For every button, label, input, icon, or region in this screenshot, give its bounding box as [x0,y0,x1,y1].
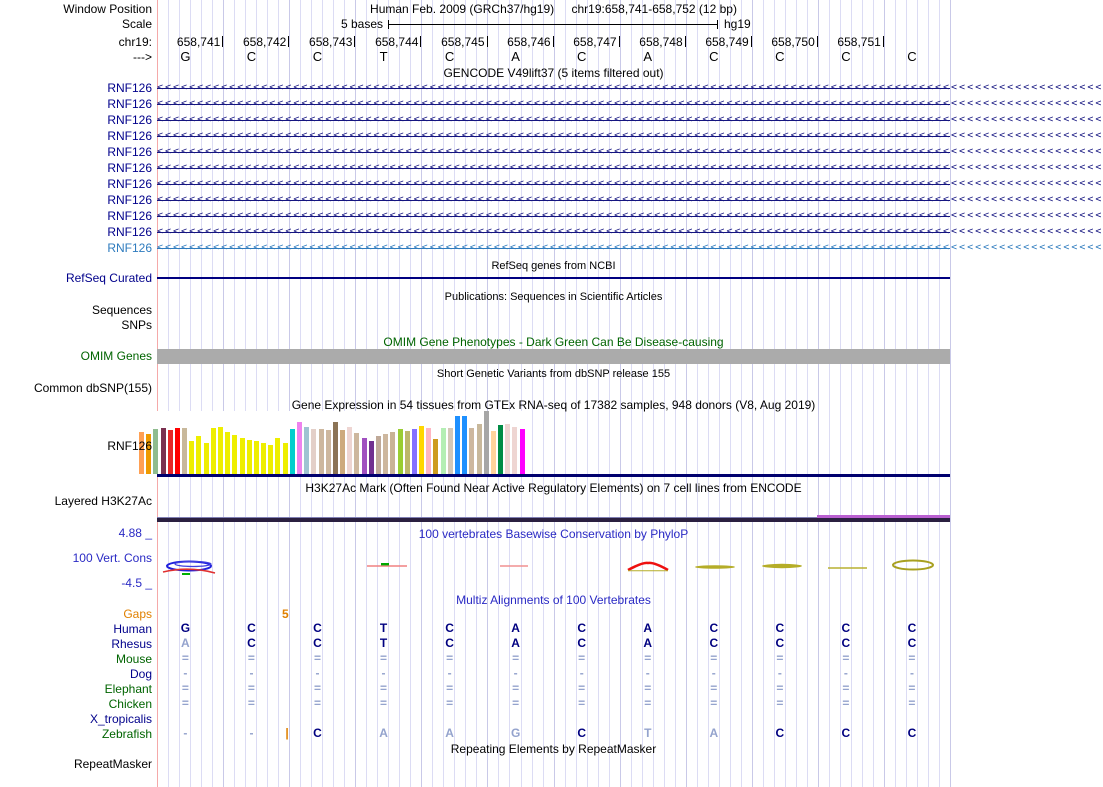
align-cell: = [313,696,321,710]
gtex-tissue-bar[interactable] [469,428,474,474]
cons-olive-oval [893,561,933,570]
align-cell: - [381,666,386,680]
ruler-position-number: 658,749 [705,35,749,49]
row-label-refseq-curated[interactable]: RefSeq Curated [65,271,152,285]
reference-base: C [312,49,323,64]
reference-base: T [379,49,388,64]
align-cell: A [379,726,388,740]
row-label-rnf126[interactable]: RNF126 [107,81,152,95]
gencode-transcript[interactable] [157,82,1103,94]
gtex-tissue-bar[interactable] [369,441,374,474]
ruler-tick [222,36,223,47]
row-label-rnf126[interactable]: RNF126 [107,241,152,255]
scale-ruler-right-tick [717,20,718,29]
align-cell: A [643,636,653,650]
ruler-tick [553,36,554,47]
gtex-tissue-bar[interactable] [218,427,223,474]
align-cell: = [578,696,586,710]
align-cell: C [313,621,322,635]
align-cell: = [578,681,586,695]
ruler-position-number: 658,748 [639,35,683,49]
scale-ruler-left-tick [388,20,389,29]
align-cell: T [379,636,388,650]
gtex-tissue-bar[interactable] [283,443,288,474]
reference-base: G [180,49,191,64]
ruler-position-number: 658,746 [507,35,551,49]
align-cell: = [644,696,652,710]
reference-base: A [643,49,653,64]
row-label-gtex-gene[interactable]: RNF126 [107,439,152,453]
cons-olive-lens-2 [762,564,802,568]
reference-base: C [907,49,917,64]
gtex-tissue-bar[interactable] [383,434,388,474]
align-cell: - [249,726,254,740]
align-cell: - [513,666,518,680]
h3k27ac-signal-band[interactable] [157,518,950,522]
assembly-title: Human Feb. 2009 (GRCh37/hg19) [370,2,555,16]
conservation-axis-min: -4.5 _ [121,576,152,590]
multiz-track-title[interactable]: Multiz Alignments of 100 Vertebrates [456,593,651,607]
gtex-tissue-bar[interactable] [441,428,446,474]
align-cell: - [909,666,914,680]
align-cell: = [446,696,454,710]
align-cell: = [842,681,850,695]
gencode-transcript[interactable] [157,162,1103,174]
row-label-sequences[interactable]: Sequences [91,303,152,317]
cons-red-arch [628,563,668,570]
align-cell: C [775,726,785,740]
row-label-rnf126[interactable]: RNF126 [107,177,152,191]
gtex-tissue-bar[interactable] [477,424,482,474]
align-cell: - [777,666,782,680]
ruler-tick [817,36,818,47]
gencode-transcript[interactable] [157,130,1103,142]
align-cell: C [775,636,785,650]
ruler-tick [420,36,421,47]
transcript-direction-chevrons: <<<<<<<<<<<<<<<<<<<<<<<<<<<<<<<<<<<<<<<<<<<<<<<<<<<<<<<<<<<<<<<<<<<<<<<<<<<<<<<<<<<<<<<<<<<<<<<<<<<<<<<<<<<<<<<<<<<<<< [157,162,1103,173]
gtex-tissue-bar[interactable] [175,428,180,474]
gtex-tissue-bar[interactable] [268,445,273,474]
align-cell: C [247,636,256,650]
transcript-direction-chevrons: <<<<<<<<<<<<<<<<<<<<<<<<<<<<<<<<<<<<<<<<<<<<<<<<<<<<<<<<<<<<<<<<<<<<<<<<<<<<<<<<<<<<<<<<<<<<<<<<<<<<<<<<<<<<<<<<<<<<<< [157,82,1103,93]
scale-label: Scale [121,17,152,31]
row-label-rnf126[interactable]: RNF126 [107,113,152,127]
transcript-direction-chevrons: <<<<<<<<<<<<<<<<<<<<<<<<<<<<<<<<<<<<<<<<<<<<<<<<<<<<<<<<<<<<<<<<<<<<<<<<<<<<<<<<<<<<<<<<<<<<<<<<<<<<<<<<<<<<<<<<<<<<<< [157,146,1103,157]
align-cell: = [908,651,916,665]
gtex-tissue-bar[interactable] [232,435,237,474]
align-cell: = [247,681,255,695]
refseq-track-title[interactable]: RefSeq genes from NCBI [491,260,616,272]
ruler-position-number: 658,743 [309,35,353,49]
dbsnp-track-title[interactable]: Short Genetic Variants from dbSNP release 155 [436,368,671,380]
ruler-position-number: 658,744 [375,35,419,49]
gtex-tissue-bar[interactable] [290,429,295,474]
cons-green-dash-2 [381,563,389,565]
align-cell: A [643,621,653,635]
align-cell: C [709,636,719,650]
align-cell: T [644,726,652,740]
gencode-transcript[interactable] [157,114,1103,126]
align-cell: A [181,636,190,650]
gtex-tissue-bar[interactable] [189,441,194,474]
align-cell: = [512,696,520,710]
gtex-tissue-bar[interactable] [455,416,460,474]
row-label-zebrafish[interactable]: Zebrafish [101,727,152,741]
scale-value: 5 bases [340,17,383,31]
align-cell: C [709,621,719,635]
gtex-tissue-bar[interactable] [390,432,395,474]
ruler-tick [751,36,752,47]
align-cell: - [579,666,584,680]
position-title: chr19:658,741-658,752 (12 bp) [571,2,737,16]
transcript-direction-chevrons: <<<<<<<<<<<<<<<<<<<<<<<<<<<<<<<<<<<<<<<<<<<<<<<<<<<<<<<<<<<<<<<<<<<<<<<<<<<<<<<<<<<<<<<<<<<<<<<<<<<<<<<<<<<<<<<<<<<<<< [157,130,1103,141]
align-cell: - [315,666,320,680]
ruler-tick [354,36,355,47]
row-label-layered-h3k27ac[interactable]: Layered H3K27Ac [54,494,152,508]
row-label-rhesus[interactable]: Rhesus [111,637,152,651]
transcript-direction-chevrons: <<<<<<<<<<<<<<<<<<<<<<<<<<<<<<<<<<<<<<<<<<<<<<<<<<<<<<<<<<<<<<<<<<<<<<<<<<<<<<<<<<<<<<<<<<<<<<<<<<<<<<<<<<<<<<<<<<<<<< [157,194,1103,205]
row-label-omim-genes[interactable]: OMIM Genes [80,349,152,363]
cons-olive-lens-1 [695,565,735,569]
align-insert-marker: | [285,726,289,740]
gtex-tissue-bar[interactable] [498,425,503,474]
gtex-tissue-bar[interactable] [211,428,216,474]
align-cell: A [445,726,454,740]
strand-label: ---> [133,50,152,64]
reference-base: C [246,49,257,64]
gtex-tissue-bar[interactable] [484,411,489,474]
reference-base: C [775,49,785,64]
gtex-tissue-bar[interactable] [326,430,331,474]
gtex-tissue-bar[interactable] [405,431,410,474]
align-cell: A [511,621,520,635]
gtex-tissue-bar[interactable] [520,429,525,474]
transcript-direction-chevrons: <<<<<<<<<<<<<<<<<<<<<<<<<<<<<<<<<<<<<<<<<<<<<<<<<<<<<<<<<<<<<<<<<<<<<<<<<<<<<<<<<<<<<<<<<<<<<<<<<<<<<<<<<<<<<<<<<<<<<< [157,114,1103,125]
gtex-tissue-bar[interactable] [433,439,438,474]
ruler-tick [487,36,488,47]
reference-base: C [709,49,719,64]
gencode-transcript[interactable] [157,98,1103,110]
ruler-tick [883,36,884,47]
row-label-gaps[interactable]: Gaps [123,607,152,621]
ruler-tick [685,36,686,47]
align-cell: = [776,651,784,665]
window-position-label: Window Position [63,2,152,16]
align-cell: C [907,621,917,635]
gtex-tissue-bar[interactable] [412,429,417,474]
align-cell: C [841,636,851,650]
gencode-transcript[interactable] [157,146,1103,158]
align-cell: = [710,696,718,710]
align-cell: C [313,726,322,740]
gtex-tissue-bar[interactable] [247,440,252,474]
row-label-rnf126[interactable]: RNF126 [107,225,152,239]
gtex-tissue-bar[interactable] [419,426,424,474]
chrom-label: chr19: [118,35,152,49]
align-cell: = [776,681,784,695]
ruler-position-number: 658,742 [242,35,287,49]
ruler-position-number: 658,745 [441,35,485,49]
align-cell: C [577,621,587,635]
align-cell: = [512,651,520,665]
transcript-direction-chevrons: <<<<<<<<<<<<<<<<<<<<<<<<<<<<<<<<<<<<<<<<<<<<<<<<<<<<<<<<<<<<<<<<<<<<<<<<<<<<<<<<<<<<<<<<<<<<<<<<<<<<<<<<<<<<<<<<<<<<<< [157,178,1103,189]
row-label-elephant[interactable]: Elephant [104,682,152,696]
align-cell: C [841,621,851,635]
align-cell: A [709,726,719,740]
gtex-tissue-bar[interactable] [333,422,338,474]
align-cell: = [578,651,586,665]
row-label-x_tropicalis[interactable]: X_tropicalis [89,712,152,726]
align-cell: C [907,636,917,650]
gtex-tissue-bar[interactable] [512,427,517,474]
row-label-human[interactable]: Human [113,622,152,636]
conservation-axis-max: 4.88 _ [118,526,152,540]
ruler-position-number: 658,751 [837,35,881,49]
align-cell: C [247,621,256,635]
align-cell: C [775,621,785,635]
gtex-tissue-bar[interactable] [204,443,209,474]
align-cell: = [908,696,916,710]
align-cell: = [181,681,189,695]
row-label-common-dbsnp[interactable]: Common dbSNP(155) [33,381,152,395]
gencode-track-title[interactable]: GENCODE V49lift37 (5 items filtered out) [443,66,664,80]
ruler-tick [619,36,620,47]
repeatmasker-track-title[interactable]: Repeating Elements by RepeatMasker [450,742,657,756]
conservation-track-title[interactable]: 100 vertebrates Basewise Conservation by PhyloP [418,527,689,541]
h3k27ac-track-title[interactable]: H3K27Ac Mark (Often Found Near Active Regulatory Elements) on 7 cell lines from ENCODE [305,481,802,495]
align-cell: - [249,666,254,680]
gtex-tissue-bar[interactable] [261,443,266,474]
gtex-tissue-bar[interactable] [254,441,259,474]
row-label-rnf126[interactable]: RNF126 [107,129,152,143]
align-cell: = [380,681,388,695]
reference-base: C [444,49,455,64]
align-cell: C [445,636,454,650]
align-cell: = [446,651,454,665]
align-cell: = [313,681,321,695]
row-label-rnf126[interactable]: RNF126 [107,97,152,111]
gtex-tissue-bar[interactable] [398,429,403,474]
gencode-transcript[interactable] [157,226,1103,238]
align-cell: A [511,636,520,650]
gencode-transcript[interactable] [157,242,1103,254]
align-cell: - [645,666,650,680]
align-cell: G [180,621,191,635]
align-cell: - [183,666,188,680]
align-cell: = [512,681,520,695]
omim-track-title[interactable]: OMIM Gene Phenotypes - Dark Green Can Be Disease-causing [383,335,724,349]
row-label-rnf126[interactable]: RNF126 [107,161,152,175]
align-cell: = [776,696,784,710]
gtex-track-title[interactable]: Gene Expression in 54 tissues from GTEx RNA-seq of 17382 samples, 948 donors (V8, Aug 2019) [291,398,816,412]
align-cell: - [711,666,716,680]
gtex-tissue-bar[interactable] [347,427,352,474]
transcript-direction-chevrons: <<<<<<<<<<<<<<<<<<<<<<<<<<<<<<<<<<<<<<<<<<<<<<<<<<<<<<<<<<<<<<<<<<<<<<<<<<<<<<<<<<<<<<<<<<<<<<<<<<<<<<<<<<<<<<<<<<<<<< [157,210,1103,221]
align-cell: = [842,651,850,665]
gtex-tissue-bar[interactable] [182,428,187,474]
align-cell: = [181,696,189,710]
align-cell: - [843,666,848,680]
ruler-position-number: 658,747 [573,35,617,49]
align-cell: C [313,636,322,650]
gtex-tissue-bar[interactable] [275,438,280,474]
gtex-tissue-bar[interactable] [354,433,359,474]
align-cell: T [379,621,388,635]
reference-base: C [576,49,587,64]
h3k27ac-signal-peak [817,515,950,518]
ruler-position-number: 658,750 [771,35,815,49]
gtex-tissue-bar[interactable] [168,430,173,474]
gtex-tissue-bar[interactable] [362,438,367,474]
gaps-count: 5 [282,607,289,621]
gtex-baseline [157,474,950,477]
align-cell: C [445,621,454,635]
align-cell: C [577,636,587,650]
gtex-tissue-bar[interactable] [426,428,431,474]
align-cell: = [710,651,718,665]
conservation-wiggle[interactable] [157,553,950,588]
gtex-tissue-bar[interactable] [240,438,245,474]
gtex-tissue-bar[interactable] [319,429,324,474]
align-cell: = [247,651,255,665]
gencode-transcript[interactable] [157,178,1103,190]
align-cell: = [181,651,189,665]
align-cell: = [313,651,321,665]
row-label-rnf126[interactable]: RNF126 [107,145,152,159]
gtex-tissue-bar[interactable] [225,432,230,474]
align-cell: = [644,681,652,695]
align-cell: - [183,726,188,740]
window-position-title [157,1,950,17]
gtex-tissue-bar[interactable] [376,436,381,474]
cons-green-dash-1 [182,573,190,575]
row-label-100-vert-cons[interactable]: 100 Vert. Cons [72,551,152,565]
gencode-transcript[interactable] [157,210,1103,222]
align-cell: - [447,666,452,680]
align-cell: = [842,696,850,710]
ruler-tick [288,36,289,47]
align-cell: C [577,726,587,740]
scale-ruler [388,24,717,25]
align-cell: G [510,726,521,740]
gtex-tissue-bar[interactable] [505,424,510,474]
gtex-tissue-bar[interactable] [304,427,309,474]
row-label-rnf126[interactable]: RNF126 [107,209,152,223]
omim-gene-bar[interactable] [157,349,950,364]
gtex-tissue-bar[interactable] [196,436,201,474]
publications-track-title[interactable]: Publications: Sequences in Scientific Articles [444,291,663,303]
row-label-mouse[interactable]: Mouse [115,652,152,666]
align-cell: = [247,696,255,710]
ruler-position-number: 658,741 [176,35,221,49]
gtex-tissue-bar[interactable] [161,428,166,474]
row-label-rnf126[interactable]: RNF126 [107,193,152,207]
row-label-chicken[interactable]: Chicken [108,697,152,711]
gtex-tissue-bar[interactable] [153,429,158,474]
align-cell: = [380,696,388,710]
align-cell: C [907,726,917,740]
transcript-direction-chevrons: <<<<<<<<<<<<<<<<<<<<<<<<<<<<<<<<<<<<<<<<<<<<<<<<<<<<<<<<<<<<<<<<<<<<<<<<<<<<<<<<<<<<<<<<<<<<<<<<<<<<<<<<<<<<<<<<<<<<<< [157,242,1103,253]
gtex-tissue-bar[interactable] [491,431,496,474]
align-cell: = [446,681,454,695]
assembly-short-label: hg19 [724,17,751,31]
gtex-tissue-bar[interactable] [448,428,453,474]
align-cell: = [908,681,916,695]
transcript-direction-chevrons: <<<<<<<<<<<<<<<<<<<<<<<<<<<<<<<<<<<<<<<<<<<<<<<<<<<<<<<<<<<<<<<<<<<<<<<<<<<<<<<<<<<<<<<<<<<<<<<<<<<<<<<<<<<<<<<<<<<<<< [157,226,1103,237]
gencode-transcript[interactable] [157,194,1103,206]
transcript-direction-chevrons: <<<<<<<<<<<<<<<<<<<<<<<<<<<<<<<<<<<<<<<<<<<<<<<<<<<<<<<<<<<<<<<<<<<<<<<<<<<<<<<<<<<<<<<<<<<<<<<<<<<<<<<<<<<<<<<<<<<<<< [157,98,1103,109]
row-label-dog[interactable]: Dog [129,667,152,681]
gtex-tissue-bar[interactable] [311,429,316,474]
gtex-tissue-bar[interactable] [340,430,345,474]
reference-base: C [841,49,851,64]
align-cell: C [841,726,851,740]
row-label-repeatmasker[interactable]: RepeatMasker [73,757,152,771]
align-cell: = [644,651,652,665]
row-label-snps[interactable]: SNPs [121,318,152,332]
align-cell: = [380,651,388,665]
gtex-tissue-bar[interactable] [297,422,302,474]
reference-base: A [511,49,520,64]
gtex-tissue-bar[interactable] [462,416,467,474]
refseq-curated-item[interactable] [157,277,950,279]
align-cell: = [710,681,718,695]
